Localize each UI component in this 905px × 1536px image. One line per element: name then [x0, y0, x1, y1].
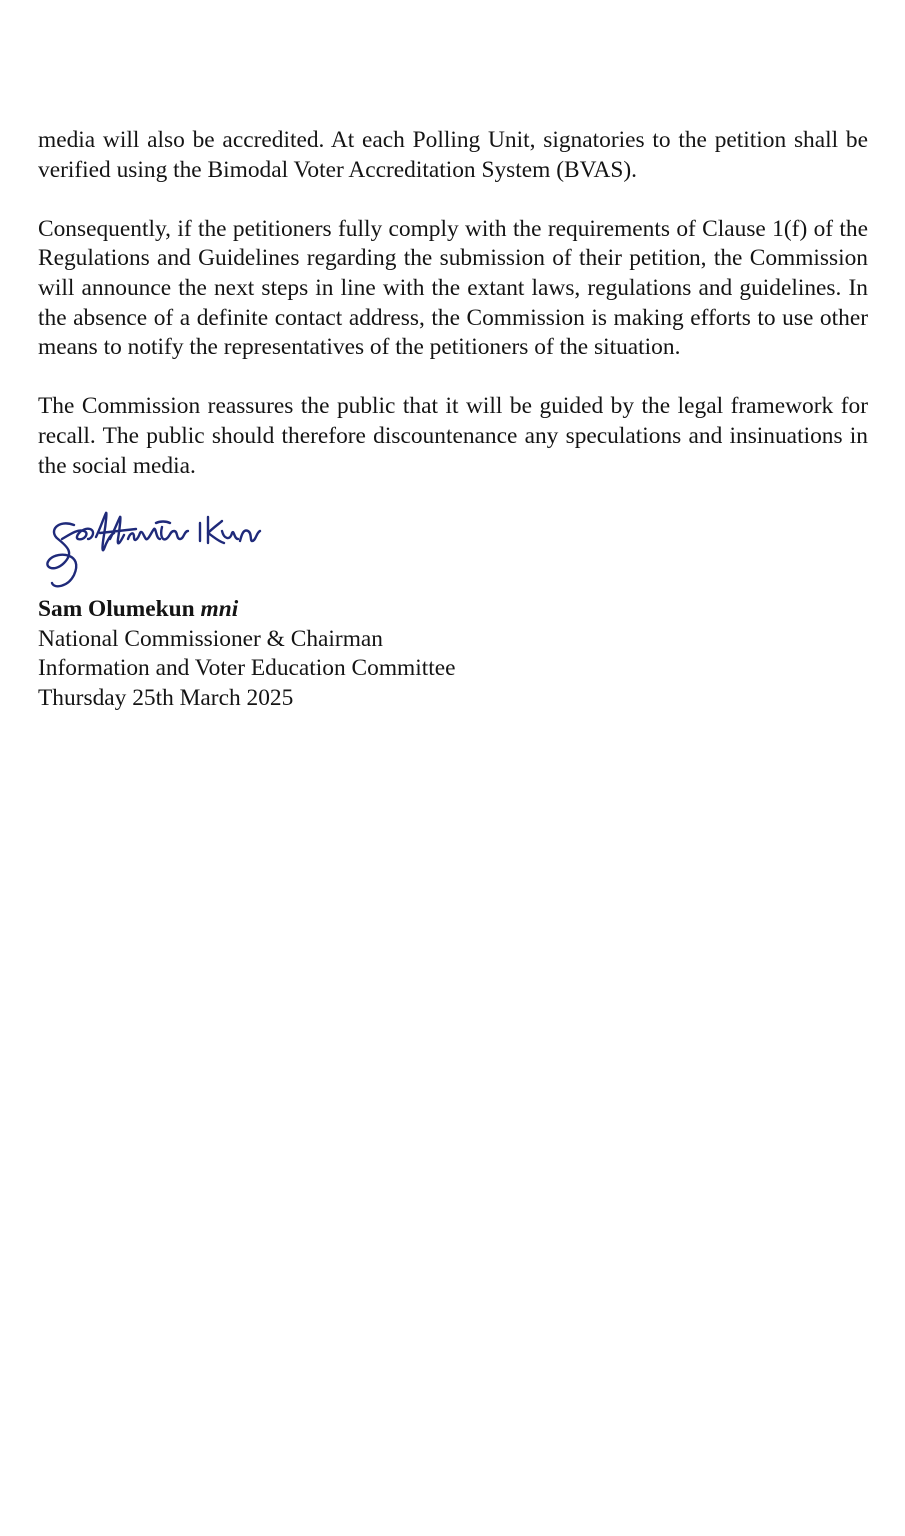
signatory-name: Sam Olumekun [38, 596, 195, 623]
paragraph-accreditation: media will also be accredited. At each Polling Unit, signatories to the petition shall be verified using the Bimodal Voter Accreditation System (BVAS). [38, 127, 868, 183]
press-release-page [38, 126, 868, 714]
signatory-line [38, 595, 868, 625]
release-date: Thursday 25th March 2025 [38, 684, 294, 711]
paragraph-reassurance: The Commission reassures the public that it will be guided by the legal framework for recall. The public should therefore discountenance any speculations and insinuations in the social media. [38, 393, 868, 479]
signature-block [38, 595, 868, 713]
handwritten-signature [44, 509, 266, 593]
signatory-honorific: mni [200, 596, 239, 623]
signatory-title: National Commissioner & Chairman [38, 625, 383, 652]
paragraph-next-steps: Consequently, if the petitioners fully comply with the requirements of Clause 1(f) of the Regulations and Guidelines regarding the submission of their petition, the Commission will announce the next steps in line with the extant laws, regulations and guidelines. In the absence of a definite contact address, the Commission is making efforts to use other means to notify the representatives of the petitioners of the situation. [38, 215, 868, 361]
signatory-committee: Information and Voter Education Committee [38, 655, 456, 682]
